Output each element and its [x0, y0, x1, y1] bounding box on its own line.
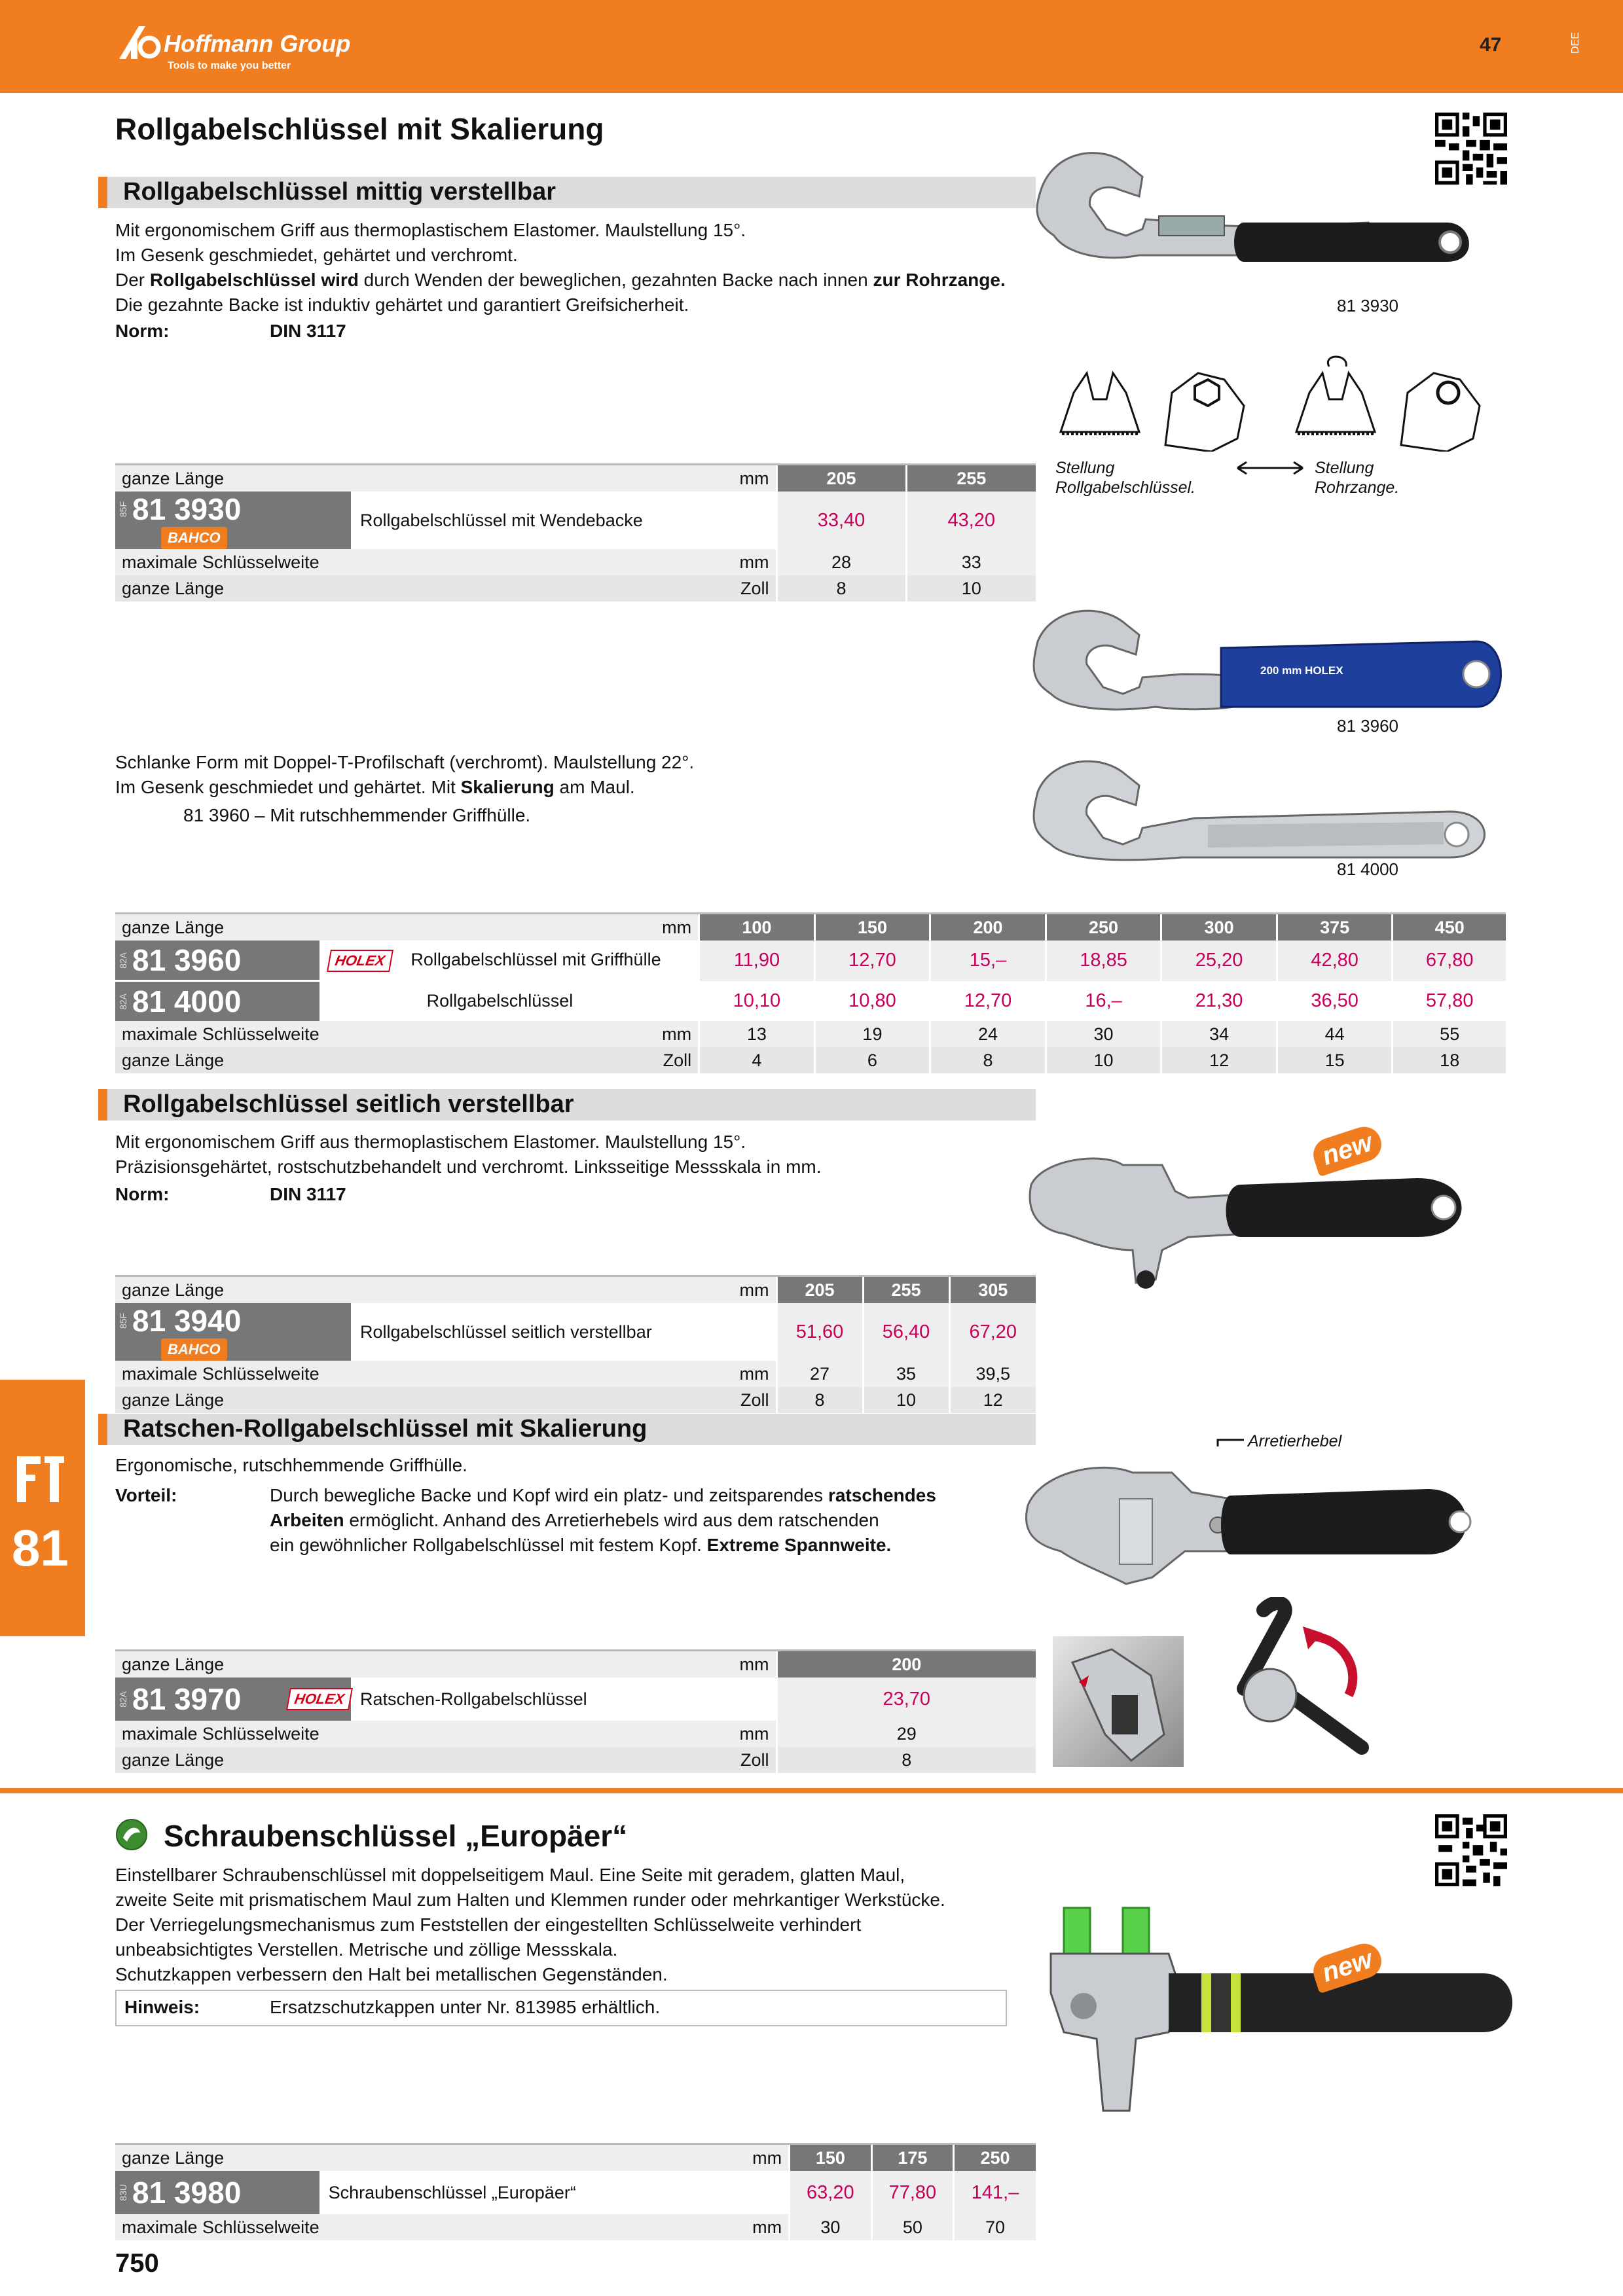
- unit: mm: [659, 1721, 776, 1747]
- article-number: 81 3940: [132, 1304, 242, 1338]
- price: 36,50: [1277, 981, 1393, 1022]
- article-number-cell: 85F 81 3930 BAHCO: [115, 492, 351, 549]
- value: 6: [814, 1047, 930, 1073]
- wrench-chapter-icon: [13, 1450, 72, 1509]
- row-label: ganze Länge: [115, 465, 351, 492]
- price: 11,90: [699, 941, 815, 981]
- desc-line: Schutzkappen verbessern den Halt bei metallischen Gegenständen.: [115, 1964, 668, 1984]
- size-header: 100: [699, 914, 815, 941]
- unit: mm: [659, 549, 776, 575]
- price: 10,10: [699, 981, 815, 1022]
- size-header: 250: [1046, 914, 1161, 941]
- section-title: Rollgabelschlüssel mittig verstellbar: [123, 178, 556, 206]
- handle-imprint: 200 mm HOLEX: [1260, 664, 1343, 677]
- advantage-line: Durch bewegliche Backe und Kopf wird ein platz- und zeitsparendes ratschendes: [270, 1485, 936, 1505]
- detail-photo: [1053, 1636, 1184, 1767]
- position-label-1: Stellung Rollgabelschlüssel.: [1055, 459, 1196, 497]
- page-title: Rollgabelschlüssel mit Skalierung: [115, 112, 604, 146]
- unit: mm: [659, 465, 776, 492]
- value: 10: [906, 575, 1036, 601]
- unit: mm: [676, 2144, 790, 2172]
- product-description: Ratschen-Rollgabelschlüssel: [360, 1689, 587, 1709]
- product-description: Rollgabelschlüssel mit Wendebacke: [360, 510, 643, 530]
- image-caption: 81 3960: [1337, 716, 1398, 736]
- price: 141,–: [954, 2171, 1036, 2214]
- bahco-logo: BAHCO: [161, 527, 227, 549]
- size-header: 250: [954, 2144, 1036, 2172]
- value: 55: [1393, 1021, 1506, 1047]
- article-number-cell: 82A 81 3970 HOLEX: [115, 1677, 351, 1721]
- size-header: 150: [814, 914, 930, 941]
- value: 15: [1277, 1047, 1393, 1073]
- unit: mm: [659, 1361, 776, 1387]
- value: 8: [776, 1387, 863, 1413]
- row-label: ganze Länge: [115, 1747, 351, 1773]
- article-number-cell: 83U 81 3980: [115, 2171, 319, 2214]
- value: 10: [863, 1387, 949, 1413]
- language-code: DEE: [1570, 32, 1581, 54]
- desc-line: zweite Seite mit prismatischem Maul zum Halten und Klemmen runder oder mehrkantiger Werkstücke.: [115, 1890, 945, 1910]
- size-header: 255: [906, 465, 1036, 492]
- value: 24: [930, 1021, 1046, 1047]
- row-label: maximale Schlüsselweite: [115, 1021, 319, 1047]
- section-marker: [98, 1414, 107, 1445]
- price: 67,20: [949, 1303, 1036, 1361]
- norm-label: Norm:: [115, 1184, 170, 1204]
- row-label: maximale Schlüsselweite: [115, 1721, 351, 1747]
- ratchet-wrench-image: [1021, 1433, 1493, 1597]
- size-header: 205: [776, 1276, 863, 1304]
- size-header: 200: [930, 914, 1046, 941]
- size-header: 205: [776, 465, 906, 492]
- europaeer-wrench-image: [1025, 1901, 1535, 2117]
- desc-line: Der Verriegelungsmechanismus zum Feststellen der eingestellten Schlüsselweite verhindert: [115, 1914, 862, 1935]
- value: 28: [776, 549, 906, 575]
- qr-code-icon: [1435, 1814, 1507, 1886]
- value: 30: [790, 2214, 872, 2240]
- row-label: ganze Länge: [115, 2144, 319, 2172]
- new-badge: new: [1309, 1122, 1385, 1177]
- unit: mm: [659, 1276, 776, 1304]
- value: 12: [1161, 1047, 1277, 1073]
- wrench-product-image: [1025, 1119, 1476, 1296]
- value: 44: [1277, 1021, 1393, 1047]
- price: 51,60: [776, 1303, 863, 1361]
- price: 12,70: [814, 941, 930, 981]
- page-number-bottom: 750: [115, 2249, 159, 2278]
- callout-label: Arretierhebel: [1248, 1432, 1342, 1450]
- section-marker: [98, 1089, 107, 1121]
- price: 42,80: [1277, 941, 1393, 981]
- price: 16,–: [1046, 981, 1161, 1022]
- product-table: [115, 463, 1036, 601]
- value: 8: [776, 1747, 1036, 1773]
- value: 13: [699, 1021, 815, 1047]
- desc-line: Einstellbarer Schraubenschlüssel mit doppelseitigem Maul. Eine Seite mit geradem, glatten Maul,: [115, 1865, 905, 1885]
- desc-line: Schlanke Form mit Doppel-T-Profilschaft (verchromt). Maulstellung 22°.: [115, 752, 695, 772]
- price: 67,80: [1393, 941, 1506, 981]
- size-header: 255: [863, 1276, 949, 1304]
- hint-text: Ersatzschutzkappen unter Nr. 813985 erhältlich.: [270, 1997, 661, 2017]
- ratchet-action-image: [1192, 1597, 1388, 1767]
- hint-label: Hinweis:: [124, 1997, 200, 2017]
- desc-line: Der Rollgabelschlüssel wird durch Wenden der beweglichen, gezahnten Backe nach innen zur Rohrzange.: [115, 270, 1006, 290]
- article-number-cell: 82A 81 3960: [115, 941, 319, 981]
- unit: mm: [634, 1021, 699, 1047]
- hoffmann-logo-icon: [117, 22, 162, 62]
- product-table: [115, 1275, 1036, 1413]
- row-label: maximale Schlüsselweite: [115, 1361, 351, 1387]
- size-header: 375: [1277, 914, 1393, 941]
- section-title: Ratschen-Rollgabelschlüssel mit Skalierung: [123, 1415, 647, 1443]
- unit: mm: [634, 914, 699, 941]
- eco-badge-icon: [115, 1818, 148, 1851]
- value: 18: [1393, 1047, 1506, 1073]
- price: 23,70: [776, 1677, 1036, 1721]
- desc-line: Im Gesenk geschmiedet, gehärtet und verchromt.: [115, 245, 518, 265]
- position-label-2: Stellung Rohrzange.: [1315, 459, 1400, 497]
- section-divider: [0, 1788, 1623, 1793]
- value: 29: [776, 1721, 1036, 1747]
- wrench-product-image: [1025, 746, 1509, 864]
- value: 30: [1046, 1021, 1161, 1047]
- value: 35: [863, 1361, 949, 1387]
- value: 50: [871, 2214, 954, 2240]
- article-number: 81 4000: [132, 984, 242, 1018]
- page-number-top: 47: [1480, 34, 1502, 56]
- product-description: Rollgabelschlüssel: [426, 990, 574, 1011]
- price: 43,20: [906, 492, 1036, 549]
- jaw-position-diagram: [1048, 353, 1486, 452]
- holex-logo: HOLEX: [286, 1688, 353, 1710]
- value: 8: [776, 575, 906, 601]
- section-title: Rollgabelschlüssel seitlich verstellbar: [123, 1090, 574, 1118]
- brand-tagline: Tools to make you better: [168, 60, 291, 71]
- row-label: ganze Länge: [115, 1047, 319, 1073]
- size-header: 450: [1393, 914, 1506, 941]
- product-table: [115, 912, 1506, 1073]
- value: 34: [1161, 1021, 1277, 1047]
- value: 10: [1046, 1047, 1161, 1073]
- ratchet-detail-icon: [1053, 1636, 1184, 1767]
- section-title-large: Schraubenschlüssel „Europäer“: [164, 1819, 628, 1853]
- article-number: 81 3970: [132, 1682, 242, 1716]
- price: 56,40: [863, 1303, 949, 1361]
- image-caption: 81 4000: [1337, 859, 1398, 879]
- price: 21,30: [1161, 981, 1277, 1022]
- unit: Zoll: [659, 1747, 776, 1773]
- advantage-label: Vorteil:: [115, 1485, 177, 1505]
- product-table: [115, 1649, 1036, 1773]
- bahco-logo: BAHCO: [161, 1338, 227, 1361]
- price: 12,70: [930, 981, 1046, 1022]
- price: 15,–: [930, 941, 1046, 981]
- value: 27: [776, 1361, 863, 1387]
- article-number: 81 3960: [132, 943, 242, 977]
- price: 25,20: [1161, 941, 1277, 981]
- image-caption: 81 3930: [1337, 296, 1398, 315]
- row-label: ganze Länge: [115, 1276, 351, 1304]
- new-badge: new: [1309, 1939, 1385, 1994]
- wrench-product-image: [1028, 131, 1486, 281]
- row-label: maximale Schlüsselweite: [115, 2214, 319, 2240]
- row-label: ganze Länge: [115, 1651, 351, 1678]
- section-marker: [98, 177, 107, 208]
- price: 10,80: [814, 981, 930, 1022]
- desc-line: Mit ergonomischem Griff aus thermoplastischem Elastomer. Maulstellung 15°.: [115, 1132, 746, 1152]
- row-label: ganze Länge: [115, 914, 319, 941]
- row-label: ganze Länge: [115, 575, 351, 601]
- advantage-line: Arbeiten ermöglicht. Anhand des Arretierhebels wird aus dem ratschenden: [270, 1510, 879, 1530]
- size-header: 175: [871, 2144, 954, 2172]
- chapter-number: 81: [12, 1519, 69, 1577]
- value: 39,5: [949, 1361, 1036, 1387]
- desc-line: Im Gesenk geschmiedet und gehärtet. Mit Skalierung am Maul.: [115, 777, 635, 797]
- article-number: 81 3930: [132, 492, 242, 526]
- holex-logo: HOLEX: [327, 950, 393, 972]
- unit: mm: [659, 1651, 776, 1678]
- value: 70: [954, 2214, 1036, 2240]
- double-arrow-icon: [1231, 458, 1309, 478]
- row-label: ganze Länge: [115, 1387, 351, 1413]
- unit: Zoll: [659, 1387, 776, 1413]
- desc-line: Ergonomische, rutschhemmende Griffhülle.: [115, 1455, 467, 1475]
- desc-line: Die gezahnte Backe ist induktiv gehärtet und garantiert Greifsicherheit.: [115, 295, 689, 315]
- size-header: 300: [1161, 914, 1277, 941]
- value: 8: [930, 1047, 1046, 1073]
- size-header: 200: [776, 1651, 1036, 1678]
- product-description: Rollgabelschlüssel seitlich verstellbar: [360, 1321, 652, 1342]
- wrench-product-image: [1025, 596, 1509, 713]
- article-number-cell: 82A 81 4000: [115, 981, 319, 1022]
- norm-label: Norm:: [115, 321, 170, 341]
- price: 77,80: [871, 2171, 954, 2214]
- article-number-cell: 85F 81 3940 BAHCO: [115, 1303, 351, 1361]
- unit: Zoll: [634, 1047, 699, 1073]
- size-header: 150: [790, 2144, 872, 2172]
- size-header: 305: [949, 1276, 1036, 1304]
- price: 63,20: [790, 2171, 872, 2214]
- product-table: [115, 2143, 1036, 2240]
- advantage-line: ein gewöhnlicher Rollgabelschlüssel mit festem Kopf. Extreme Spannweite.: [270, 1535, 892, 1555]
- product-description: HOLEX Rollgabelschlüssel mit Griffhülle: [319, 941, 699, 981]
- norm-value: DIN 3117: [270, 1184, 346, 1204]
- product-description: Schraubenschlüssel „Europäer“: [328, 2182, 576, 2202]
- unit: Zoll: [659, 575, 776, 601]
- row-label: maximale Schlüsselweite: [115, 549, 351, 575]
- price: 57,80: [1393, 981, 1506, 1022]
- value: 33: [906, 549, 1036, 575]
- brand-name: Hoffmann Group: [164, 30, 351, 57]
- price: 18,85: [1046, 941, 1161, 981]
- desc-line: Präzisionsgehärtet, rostschutzbehandelt und verchromt. Linksseitige Messskala in mm.: [115, 1157, 822, 1177]
- norm-value: DIN 3117: [270, 321, 346, 341]
- desc-line: unbeabsichtigtes Verstellen. Metrische und zöllige Messskala.: [115, 1939, 618, 1960]
- desc-line: Mit ergonomischem Griff aus thermoplastischem Elastomer. Maulstellung 15°.: [115, 220, 746, 240]
- price: 33,40: [776, 492, 906, 549]
- desc-line: 81 3960 – Mit rutschhemmender Griffhülle.: [183, 805, 531, 825]
- unit: mm: [676, 2214, 790, 2240]
- value: 4: [699, 1047, 815, 1073]
- article-number: 81 3980: [132, 2176, 242, 2210]
- value: 12: [949, 1387, 1036, 1413]
- value: 19: [814, 1021, 930, 1047]
